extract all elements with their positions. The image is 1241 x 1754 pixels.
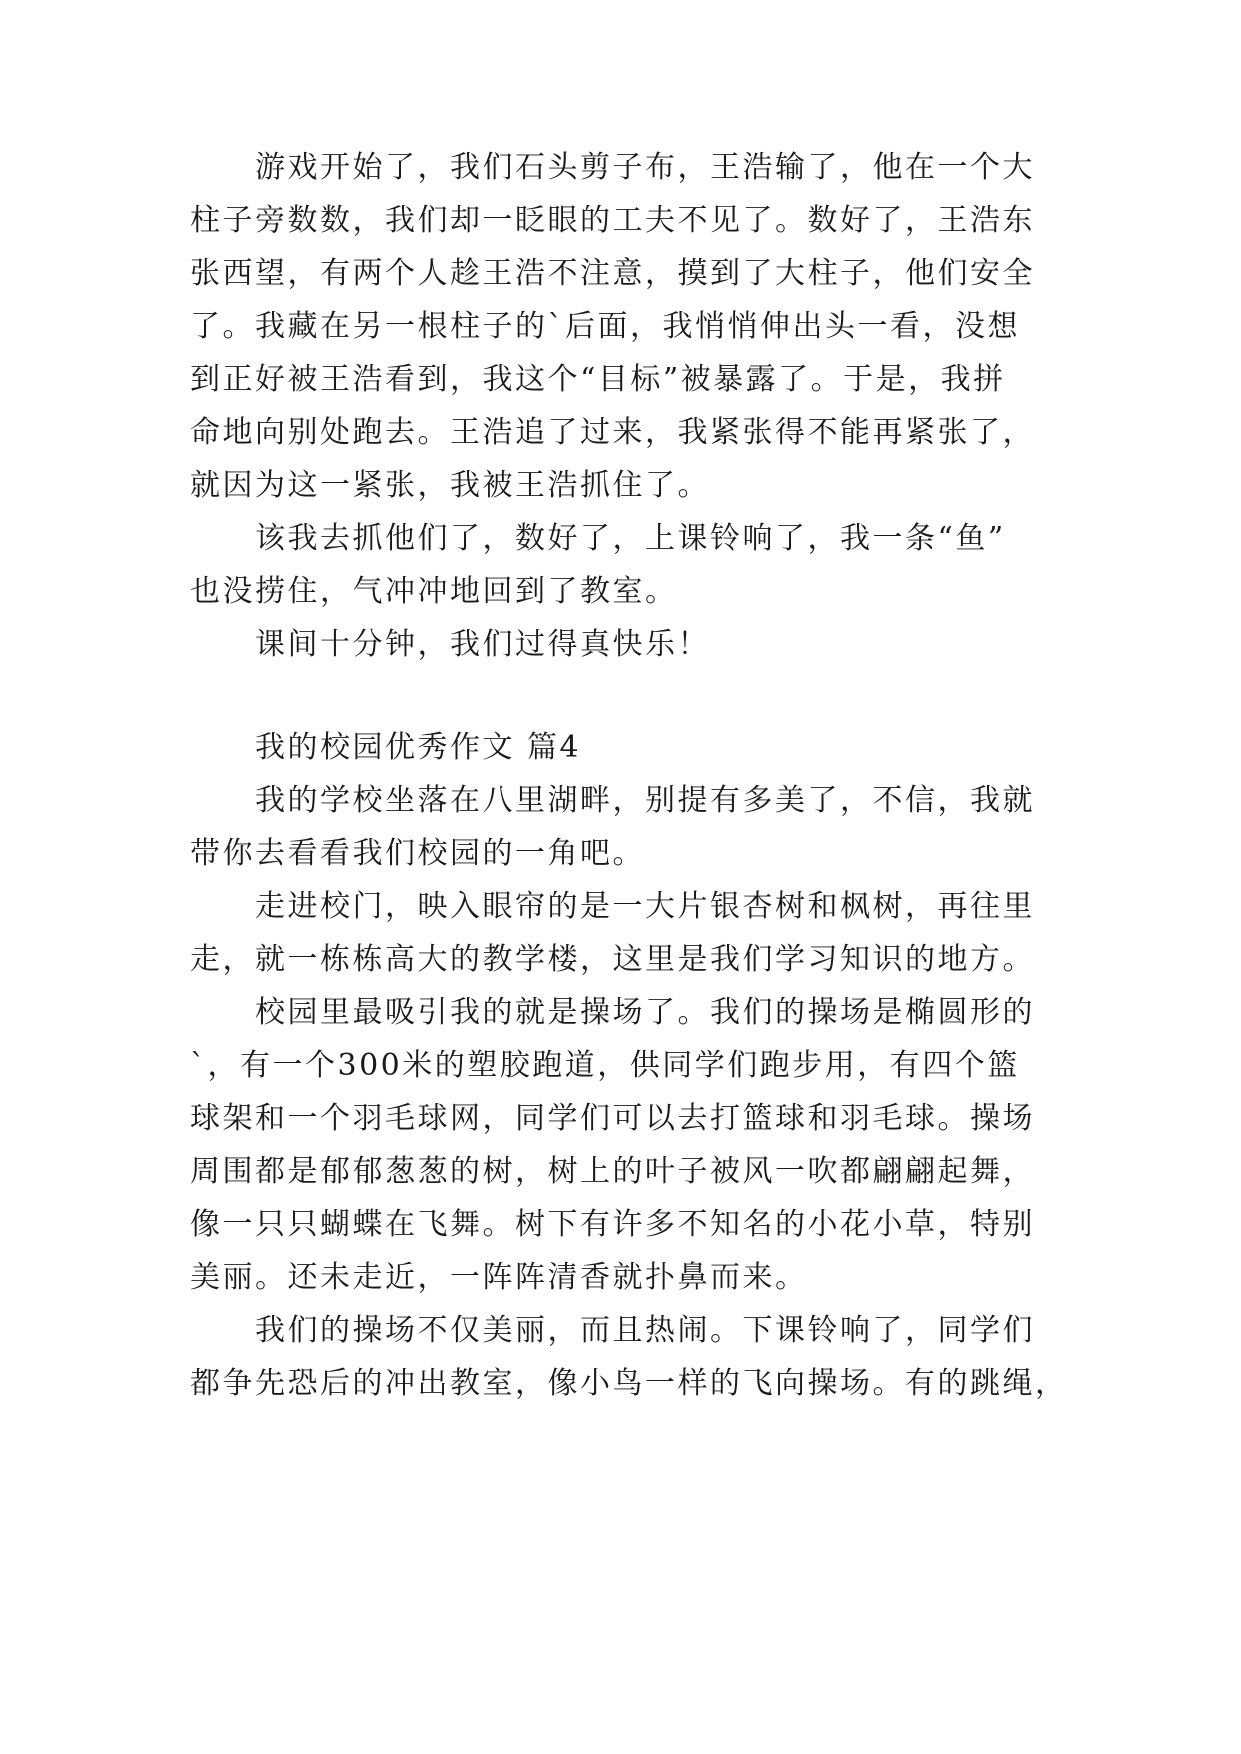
- text-line: 走进校门，映入眼帘的是一大片银杏树和枫树，再往里: [255, 889, 1035, 924]
- text-line: 柱子旁数数，我们却一眨眼的工夫不见了。数好了，王浩东: [190, 203, 1035, 238]
- text-line: 像一只只蝴蝶在飞舞。树下有许多不知名的小花小草，特别: [190, 1207, 1035, 1242]
- text-line: `，有一个300米的塑胶跑道，供同学们跑步用，有四个篮: [190, 1048, 1020, 1083]
- text-line: 课间十分钟，我们过得真快乐！: [255, 627, 710, 662]
- text-line: 了。我藏在另一根柱子的`后面，我悄悄伸出头一看，没想: [190, 309, 1020, 344]
- text-line: 走，就一栋栋高大的教学楼，这里是我们学习知识的地方。: [190, 942, 1035, 977]
- text-line: 我的学校坐落在八里湖畔，别提有多美了，不信，我就: [255, 783, 1035, 818]
- text-line: 该我去抓他们了，数好了，上课铃响了，我一条“鱼”: [255, 521, 1006, 556]
- text-line: 美丽。还未走近，一阵阵清香就扑鼻而来。: [190, 1260, 808, 1295]
- text-line: 张西望，有两个人趁王浩不注意，摸到了大柱子，他们安全: [190, 256, 1035, 291]
- text-line: 游戏开始了，我们石头剪子布，王浩输了，他在一个大: [255, 150, 1035, 185]
- text-line: 带你去看看我们校园的一角吧。: [190, 836, 645, 871]
- text-line: 命地向别处跑去。王浩追了过来，我紧张得不能再紧张了，: [190, 415, 1035, 450]
- section-heading: 我的校园优秀作文 篇4: [255, 730, 582, 765]
- text-line: 周围都是郁郁葱葱的树，树上的叶子被风一吹都翩翩起舞，: [190, 1154, 1035, 1189]
- text-line: 也没捞住，气冲冲地回到了教室。: [190, 574, 678, 609]
- text-line: 都争先恐后的冲出教室，像小鸟一样的飞向操场。有的跳绳，: [190, 1366, 1068, 1401]
- text-line: 球架和一个羽毛球网，同学们可以去打篮球和羽毛球。操场: [190, 1101, 1035, 1136]
- text-line: 到正好被王浩看到，我这个“目标”被暴露了。于是，我拼: [190, 362, 1006, 397]
- text-line: 就因为这一紧张，我被王浩抓住了。: [190, 468, 710, 503]
- text-line: 校园里最吸引我的就是操场了。我们的操场是椭圆形的: [255, 995, 1035, 1030]
- text-line: 我们的操场不仅美丽，而且热闹。下课铃响了，同学们: [255, 1313, 1035, 1348]
